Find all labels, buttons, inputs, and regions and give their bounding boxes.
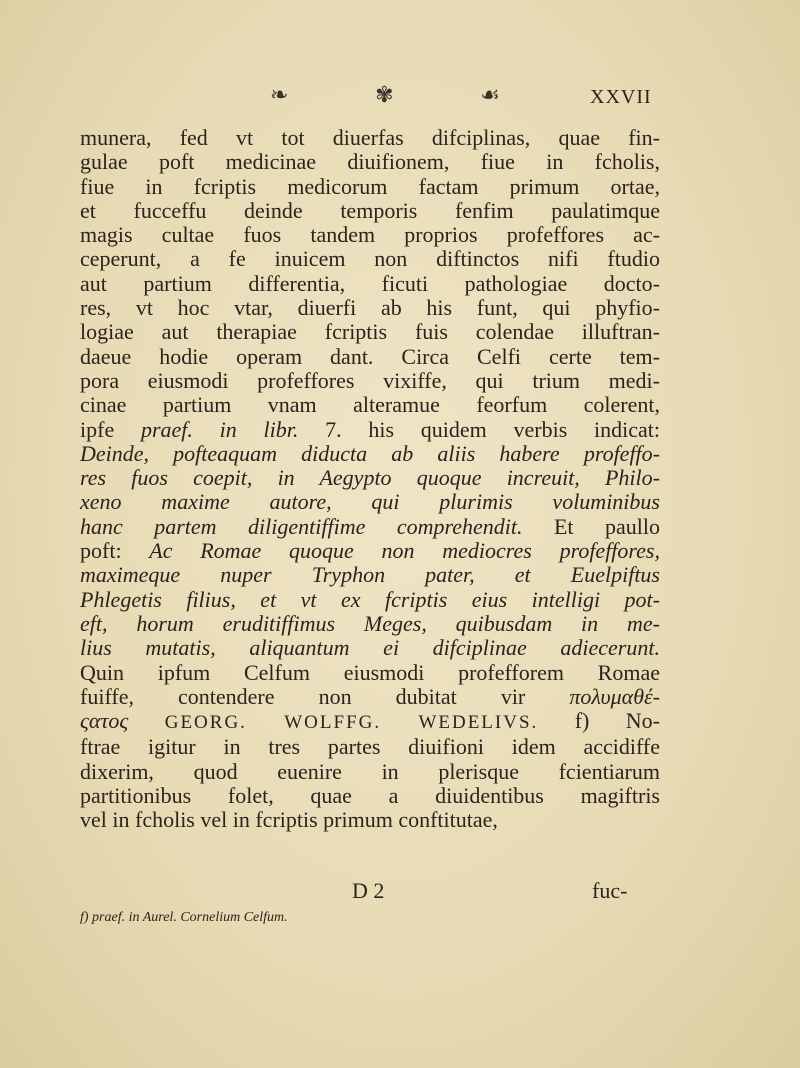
text-line [80,515,660,539]
text-segment: poft: [80,538,150,564]
text-line [80,320,660,344]
text-line [80,563,660,587]
text-segment: res fuos coepit, in Aegypto quoque increuit, Philo- [80,465,660,491]
text-segment: et fucceffu deinde temporis fenfim paulatimque [80,197,660,223]
text-segment: ftrae igitur in tres partes diuifioni idem accidiffe [80,734,660,760]
body-text [80,126,660,833]
text-line [80,539,660,563]
text-segment: 7. his quidem verbis indicat: [298,416,661,442]
signature-mark: D 2 [352,878,385,903]
ornament-left-icon: ❧ [270,82,289,108]
text-segment: cinae partium vnam alteramue feorfum colerent, [80,392,660,418]
text-line [80,345,660,369]
text-segment: magis cultae fuos tandem proprios profeffores ac- [80,222,660,248]
text-segment: Et paullo [522,513,660,539]
text-segment: munera, fed vt tot diuerfas difciplinas, quae fin- [80,125,660,150]
text-line [80,588,660,612]
text-segment: ceperunt, a fe inuicem non diftinctos nifi ftudio [80,246,660,272]
text-segment: xeno maxime autore, qui plurimis voluminibus [80,489,660,515]
text-segment: eft, horum eruditiffimus Meges, quibusdam in me- [80,610,660,636]
text-line [80,612,660,636]
text-line [80,784,660,808]
text-segment: lius mutatis, aliquantum ei difciplinae adiecerunt. [80,635,660,661]
text-segment: ςατος [80,708,129,734]
text-segment [128,708,164,733]
text-segment: πολυμαθέ- [569,683,660,709]
text-line [80,150,660,174]
text-line [80,199,660,223]
text-line [80,393,660,417]
text-line [80,685,660,709]
footnote: f) praef. in Aurel. Cornelium Celfum. [80,910,288,925]
text-line [80,808,660,832]
text-line [80,247,660,271]
text-line [80,126,660,150]
text-segment: aut partium differentia, ficuti pathologiae docto- [80,270,660,296]
text-line [80,735,660,759]
text-segment: Quin ipfum Celfum eiusmodi profefforem Romae [80,659,660,685]
text-line [80,661,660,685]
text-segment: fuiffe, contendere non dubitat vir [80,683,570,709]
text-segment: fiue in fcriptis medicorum factam primum ortae, [80,173,660,199]
text-line [80,272,660,296]
text-line [80,709,660,735]
text-segment: hanc partem diligentiffime comprehendit. [80,513,523,539]
text-segment: partitionibus folet, quae a diuidentibus magiftris [80,783,660,809]
text-line [80,418,660,442]
text-segment: res, vt hoc vtar, diuerfi ab his funt, qui phyfio- [80,295,660,321]
text-line [80,442,660,466]
text-segment: Ac Romae quoque non mediocres profeffores, [149,538,660,564]
text-segment: daeue hodie operam dant. Circa Celfi certe tem- [80,343,660,369]
text-line [80,636,660,660]
text-line [80,490,660,514]
text-line [80,369,660,393]
headpiece-ornament [270,80,500,110]
text-segment: vel in fcholis vel in fcriptis primum conftitutae, [80,807,498,833]
text-segment: dixerim, quod euenire in plerisque fcientiarum [80,758,660,784]
text-segment: Deinde, pofteaquam diducta ab aliis habere profeffo- [80,440,660,466]
text-segment: GEORG. WOLFFG. WEDELIVS. [164,712,539,734]
text-segment: pora eiusmodi profeffores vixiffe, qui trium medi- [80,367,660,393]
text-line [80,296,660,320]
text-segment: logiae aut therapiae fcriptis fuis colendae illuftran- [80,319,660,345]
text-line [80,223,660,247]
text-line [80,466,660,490]
ornament-center-icon: ✾ [375,82,394,108]
catchword: fuc- [592,878,628,903]
ornament-right-icon: ☙ [480,82,500,108]
text-segment: ipfe [80,416,141,442]
text-line [80,175,660,199]
text-line [80,760,660,784]
text-segment: gulae poft medicinae diuifionem, fiue in fcholis, [80,149,660,175]
page-number: XXVII [590,86,652,108]
text-segment: praef. in libr. [140,416,299,442]
text-segment: Phlegetis filius, et vt ex fcriptis eius intelligi pot- [80,586,660,612]
text-segment: f) No- [538,708,660,734]
text-segment: maximeque nuper Tryphon pater, et Euelpiftus [80,562,660,588]
